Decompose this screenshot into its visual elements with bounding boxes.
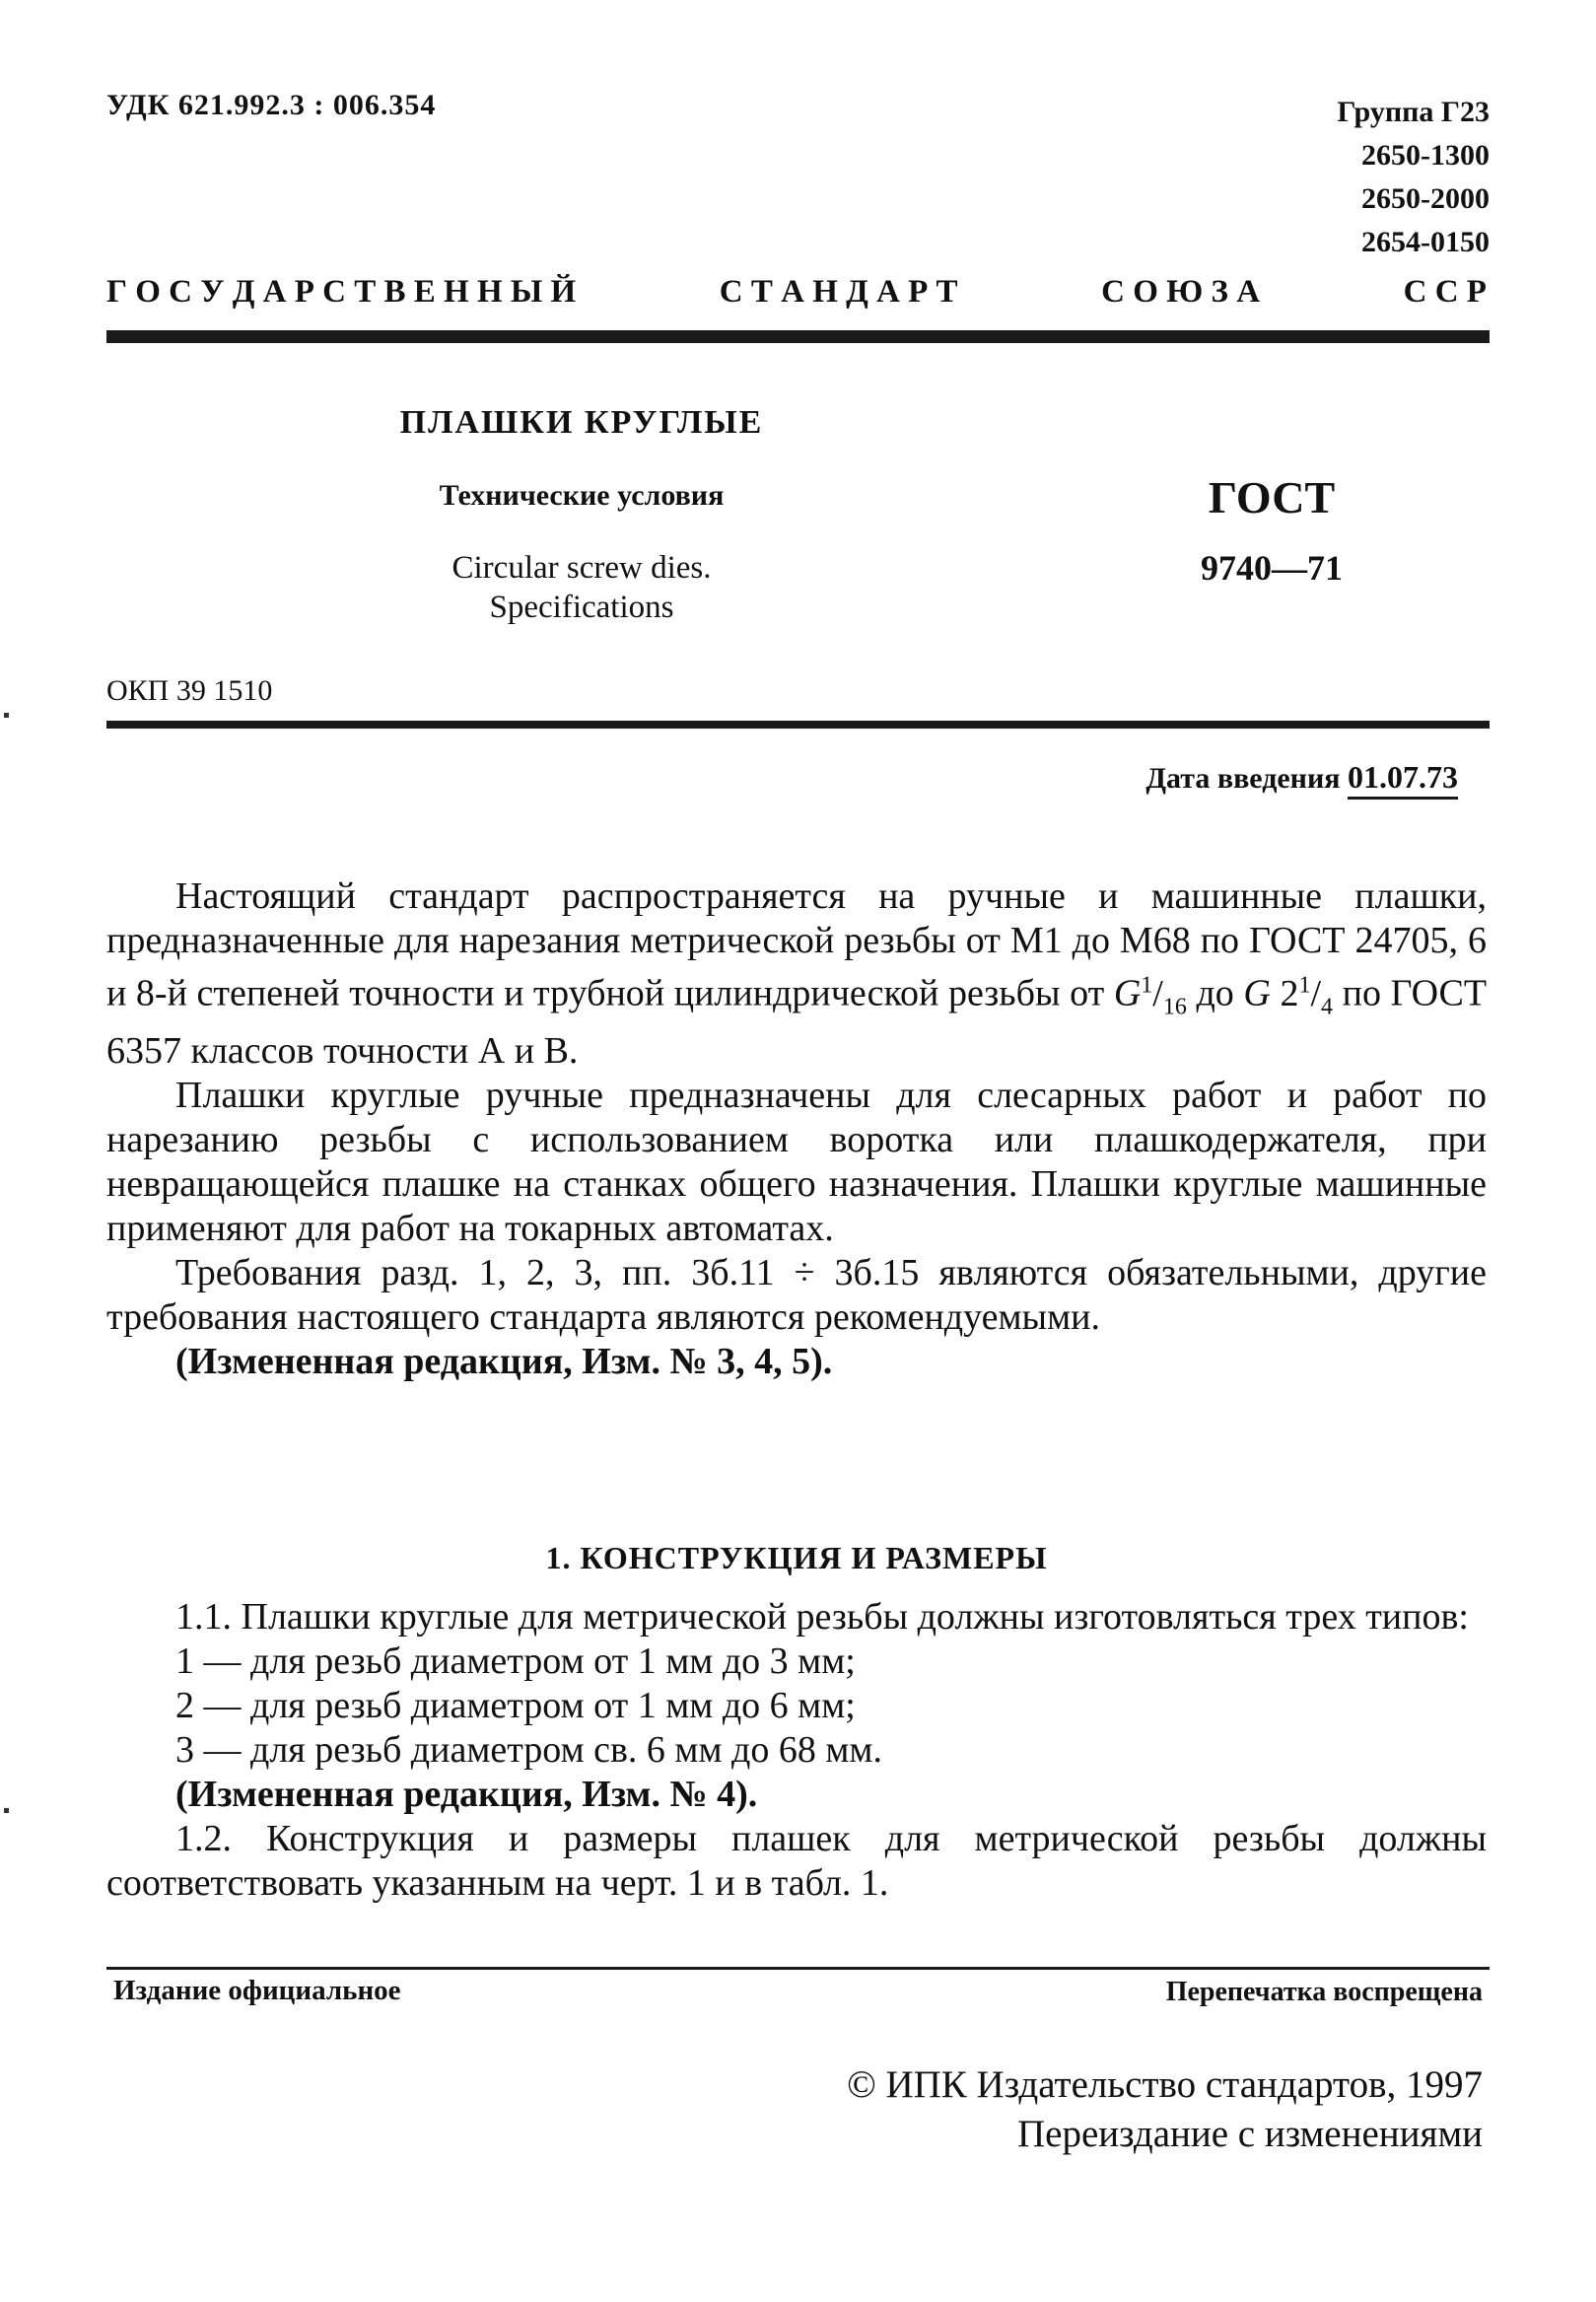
- banner-word-4: С С Р: [1403, 274, 1487, 310]
- list-item: 3 — для резьб диаметром св. 6 мм до 68 мм.: [175, 1729, 882, 1771]
- clause-1-2: 1.2. Конструкция и размеры плашек для метрической резьбы должны соответствовать указанным на черт. 1 и в табл. 1.: [106, 1818, 1487, 1904]
- state-standard-banner: [106, 274, 1487, 311]
- margin-mark: [4, 713, 9, 718]
- group-codes: [1337, 91, 1490, 264]
- banner-word-3: С О Ю З А: [1101, 274, 1261, 310]
- thread-g-symbol: G: [1243, 972, 1271, 1014]
- banner-word-2: С Т А Н Д А Р Т: [719, 274, 958, 310]
- list-item: 1 — для резьб диаметром от 1 мм до 3 мм;: [175, 1640, 856, 1682]
- english-title: [384, 548, 779, 627]
- banner-rule: [106, 330, 1490, 343]
- copyright: © ИПК Издательство стандартов, 1997: [847, 2063, 1483, 2106]
- copyright-block: [847, 2060, 1483, 2159]
- okp-code: ОКП 39 1510: [106, 674, 273, 707]
- thread-g-symbol: G: [1113, 972, 1142, 1014]
- reprint-prohibited: Перепечатка воспрещена: [1165, 1977, 1483, 2007]
- official-edition: Издание официальное: [113, 1975, 401, 2006]
- reissue-note: Переиздание с изменениями: [1017, 2113, 1483, 2155]
- group-label: Группа Г23: [1337, 96, 1490, 128]
- fraction-numerator: 1: [1298, 972, 1311, 998]
- fraction-denominator: 16: [1162, 994, 1187, 1020]
- group-code-1: 2650-1300: [1361, 139, 1490, 172]
- revision-note-2: (Измененная редакция, Изм. № 4).: [175, 1774, 758, 1815]
- fraction-integer: 2: [1280, 972, 1299, 1014]
- group-code-3: 2654-0150: [1361, 226, 1490, 258]
- date-value: 01.07.73: [1348, 759, 1458, 800]
- introduction-date: [1145, 759, 1458, 796]
- section-1-text: [106, 1595, 1487, 1906]
- group-code-2: 2650-2000: [1361, 182, 1490, 215]
- gost-label: ГОСТ: [1208, 472, 1336, 523]
- date-label: Дата введения: [1145, 762, 1341, 795]
- intro-p1-end: по ГОСТ 6357 классов точности А и В.: [106, 972, 1488, 1073]
- intro-paragraph-1: [106, 874, 1487, 1074]
- fraction-1-16: $^1/_{16}$: [1141, 972, 1187, 1020]
- english-title-line1: Circular screw dies.: [451, 550, 712, 586]
- revision-note-1: (Измененная редакция, Изм. № 3, 4, 5).: [175, 1341, 833, 1383]
- clause-1-1: 1.1. Плашки круглые для метрической резьбы должны изготовляться трех типов:: [175, 1596, 1469, 1638]
- intro-p1-text: Настоящий стандарт распространяется на ручные и машинные плашки, предназначенные для нарезания метрической резьбы от М1 до М68 по ГОСТ 24705, 6 и 8-й степеней точности и трубной цилиндрической резьбы от: [106, 875, 1487, 1014]
- footer-rule: [106, 1967, 1490, 1970]
- fraction-numerator: 1: [1141, 972, 1153, 998]
- fraction-2-1-4: $2^1/_4$: [1280, 972, 1334, 1020]
- section-heading: 1. КОНСТРУКЦИЯ И РАЗМЕРЫ: [545, 1540, 1048, 1575]
- document-title: ПЛАШКИ КРУГЛЫЕ: [399, 404, 764, 441]
- list-item: 2 — для резьб диаметром от 1 мм до 6 мм;: [175, 1685, 856, 1726]
- margin-mark: [4, 1808, 9, 1813]
- banner-word-1: Г О С У Д А Р С Т В Е Н Н Ы Й: [106, 274, 577, 310]
- intro-paragraph-3: Требования разд. 1, 2, 3, пп. 3б.11 ÷ 3б.15 являются обязательными, другие требования настоящего стандарта являются рекомендуемыми.: [106, 1252, 1487, 1339]
- english-title-line2: Specifications: [489, 590, 674, 625]
- udk-code: УДК 621.992.3 : 006.354: [106, 89, 437, 121]
- intro-text: [106, 874, 1487, 1384]
- document-subtitle: Технические условия: [439, 479, 725, 512]
- intro-p1-mid: до: [1196, 972, 1234, 1014]
- gost-number: 9740—71: [1201, 548, 1343, 588]
- intro-paragraph-2: Плашки круглые ручные предназначены для слесарных работ и работ по нарезанию резьбы с использованием воротка или плашкодержателя, при невращающейся плашке на станках общего назначения. Плашки круглые машинные применяют для работ на токарных автоматах.: [106, 1075, 1487, 1250]
- title-rule: [106, 721, 1490, 729]
- fraction-denominator: 4: [1321, 994, 1334, 1020]
